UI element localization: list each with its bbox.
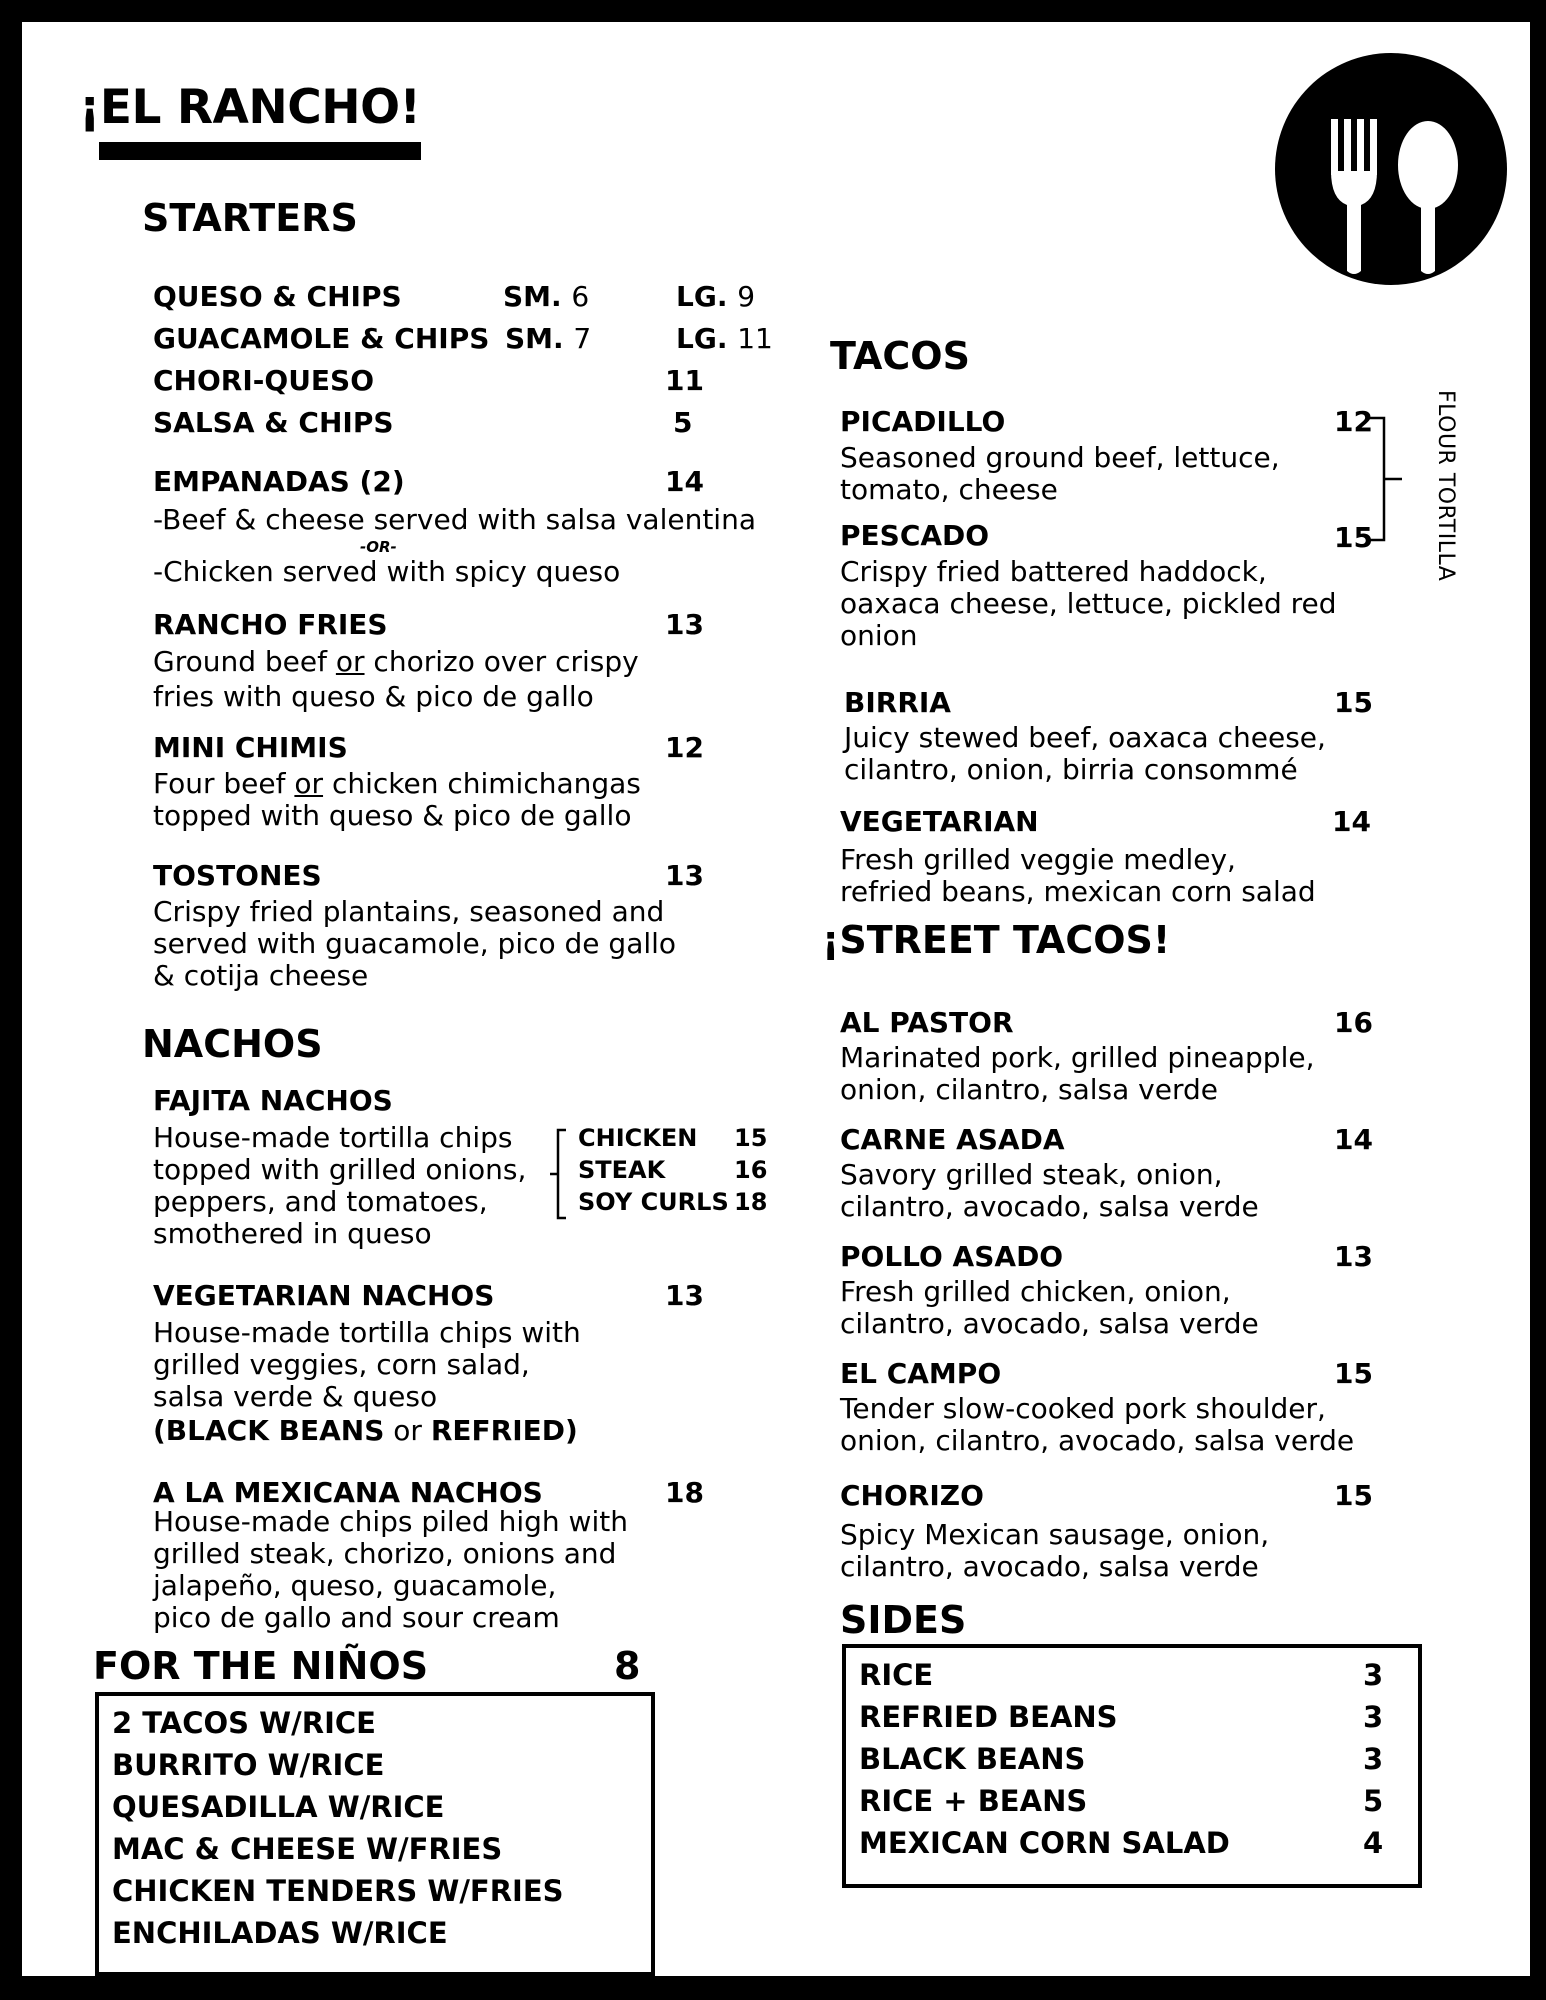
price-value: 6: [571, 280, 590, 313]
guac-sm-price: [505, 322, 591, 355]
side-item-name: BLACK BEANS: [859, 1742, 1086, 1776]
mini-chimis-name: MINI CHIMIS: [153, 731, 348, 764]
el-campo-desc-line2: onion, cilantro, avocado, salsa verde: [840, 1424, 1355, 1457]
el-campo-desc-line1: Tender slow-cooked pork shoulder,: [840, 1392, 1326, 1425]
pollo-asado-price: 13: [1334, 1240, 1373, 1273]
ninos-item: ENCHILADAS W/RICE: [112, 1916, 448, 1950]
street-tacos-heading: ¡STREET TACOS!: [822, 918, 1171, 962]
guac-lg-price: [676, 322, 773, 355]
nachos-heading: NACHOS: [142, 1022, 323, 1066]
side-item-price: 3: [1363, 1742, 1384, 1776]
sides-box: [842, 1644, 1422, 1888]
sides-heading: SIDES: [840, 1598, 967, 1642]
vegetarian-nachos-desc-line1: House-made tortilla chips with: [153, 1316, 581, 1349]
salsa-chips-name: SALSA & CHIPS: [153, 406, 394, 439]
chori-queso-price: 11: [665, 364, 704, 397]
size-label-sm: SM.: [505, 322, 564, 355]
carne-asada-desc-line1: Savory grilled steak, onion,: [840, 1158, 1223, 1191]
price-value: 11: [737, 322, 773, 355]
empanadas-or: -OR-: [360, 538, 397, 556]
pescado-desc-line3: onion: [840, 619, 918, 652]
starters-heading: STARTERS: [142, 196, 358, 240]
el-campo-price: 15: [1334, 1357, 1373, 1390]
tacos-heading: TACOS: [830, 334, 970, 378]
side-item-name: REFRIED BEANS: [859, 1700, 1118, 1734]
birria-price: 15: [1334, 686, 1373, 719]
size-label-sm: SM.: [503, 280, 562, 313]
chorizo-name: CHORIZO: [840, 1479, 984, 1512]
vegetarian-taco-price: 14: [1332, 805, 1371, 838]
vegetarian-taco-desc-line2: refried beans, mexican corn salad: [840, 875, 1316, 908]
ninos-item: CHICKEN TENDERS W/FRIES: [112, 1874, 564, 1908]
al-pastor-name: AL PASTOR: [840, 1006, 1014, 1039]
ninos-box: [95, 1692, 655, 1976]
side-item-name: RICE + BEANS: [859, 1784, 1088, 1818]
side-item-price: 3: [1363, 1658, 1384, 1692]
fork-and-spoon-icon: [1275, 53, 1507, 285]
picadillo-desc-line1: Seasoned ground beef, lettuce,: [840, 441, 1280, 474]
tostones-desc-line1: Crispy fried plantains, seasoned and: [153, 895, 665, 928]
picadillo-desc-line2: tomato, cheese: [840, 473, 1058, 506]
size-label-lg: LG.: [676, 280, 728, 313]
queso-sm-price: [503, 280, 589, 313]
fajita-nachos-name: FAJITA NACHOS: [153, 1084, 393, 1117]
ninos-heading: FOR THE NIÑOS: [93, 1644, 429, 1688]
ninos-item: BURRITO W/RICE: [112, 1748, 385, 1782]
side-item-name: MEXICAN CORN SALAD: [859, 1826, 1230, 1860]
side-item-name: RICE: [859, 1658, 934, 1692]
ninos-price: 8: [614, 1644, 641, 1688]
flour-tortilla-label: FLOUR TORTILLA: [1433, 390, 1458, 582]
mini-chimis-desc-line2: topped with queso & pico de gallo: [153, 799, 632, 832]
rancho-fries-desc-line2: fries with queso & pico de gallo: [153, 680, 594, 713]
mexicana-nachos-desc-line3: jalapeño, queso, guacamole,: [153, 1569, 557, 1602]
fajita-option-chicken-name: CHICKEN: [578, 1124, 698, 1152]
rancho-fries-price: 13: [665, 608, 704, 641]
rancho-fries-name: RANCHO FRIES: [153, 608, 388, 641]
mexicana-nachos-desc-line4: pico de gallo and sour cream: [153, 1601, 560, 1634]
picadillo-name: PICADILLO: [840, 405, 1006, 438]
bean-option-black: (BLACK BEANS: [153, 1414, 385, 1447]
fajita-option-chicken-price: 15: [734, 1124, 768, 1152]
al-pastor-desc-line2: onion, cilantro, salsa verde: [840, 1073, 1218, 1106]
carne-asada-price: 14: [1334, 1123, 1373, 1156]
vegetarian-nachos-name: VEGETARIAN NACHOS: [153, 1279, 495, 1312]
el-campo-name: EL CAMPO: [840, 1357, 1002, 1390]
mexicana-nachos-price: 18: [665, 1476, 704, 1509]
desc-text: chicken chimichangas: [323, 767, 641, 800]
side-item-price: 3: [1363, 1700, 1384, 1734]
ninos-item: QUESADILLA W/RICE: [112, 1790, 445, 1824]
fajita-option-soycurls-name: SOY CURLS: [578, 1188, 729, 1216]
chorizo-desc-line1: Spicy Mexican sausage, onion,: [840, 1518, 1270, 1551]
desc-text: Ground beef: [153, 645, 336, 678]
fajita-option-steak-name: STEAK: [578, 1156, 666, 1184]
mexicana-nachos-name: A LA MEXICANA NACHOS: [153, 1476, 543, 1509]
guacamole-chips-name: GUACAMOLE & CHIPS: [153, 322, 490, 355]
empanadas-name: EMPANADAS (2): [153, 465, 405, 498]
carne-asada-desc-line2: cilantro, avocado, salsa verde: [840, 1190, 1259, 1223]
chorizo-desc-line2: cilantro, avocado, salsa verde: [840, 1550, 1259, 1583]
desc-or: or: [335, 645, 365, 678]
price-value: 9: [737, 280, 756, 313]
desc-or: or: [294, 767, 324, 800]
mini-chimis-desc-line1: [153, 768, 641, 800]
empanadas-price: 14: [665, 465, 704, 498]
tostones-desc-line3: & cotija cheese: [153, 959, 369, 992]
tostones-name: TOSTONES: [153, 859, 322, 892]
birria-desc-line2: cilantro, onion, birria consommé: [844, 753, 1298, 786]
vegetarian-taco-name: VEGETARIAN: [840, 805, 1039, 838]
pollo-asado-desc-line2: cilantro, avocado, salsa verde: [840, 1307, 1259, 1340]
pescado-price: 15: [1334, 521, 1373, 554]
fajita-option-soycurls-price: 18: [734, 1188, 768, 1216]
vegetarian-nachos-desc-line4: [153, 1415, 578, 1447]
empanadas-desc-line2: -Chicken served with spicy queso: [153, 555, 621, 588]
vegetarian-nachos-desc-line2: grilled veggies, corn salad,: [153, 1348, 530, 1381]
salsa-chips-price: 5: [673, 406, 693, 439]
al-pastor-desc-line1: Marinated pork, grilled pineapple,: [840, 1041, 1315, 1074]
vegetarian-taco-desc-line1: Fresh grilled veggie medley,: [840, 843, 1236, 876]
fajita-option-steak-price: 16: [734, 1156, 768, 1184]
ninos-item: MAC & CHEESE W/FRIES: [112, 1832, 503, 1866]
side-item-price: 5: [1363, 1784, 1384, 1818]
mexicana-nachos-desc-line1: House-made chips piled high with: [153, 1505, 628, 1538]
carne-asada-name: CARNE ASADA: [840, 1123, 1065, 1156]
empanadas-desc-line1: -Beef & cheese served with salsa valentina: [153, 503, 756, 536]
fajita-nachos-desc-line4: smothered in queso: [153, 1217, 432, 1250]
queso-lg-price: [676, 280, 755, 313]
desc-or: or: [384, 1414, 431, 1447]
menu-page: [22, 22, 1530, 1976]
fajita-options-bracket: [550, 1126, 570, 1224]
chori-queso-name: CHORI-QUESO: [153, 364, 375, 397]
tostones-price: 13: [665, 859, 704, 892]
pescado-desc-line2: oaxaca cheese, lettuce, pickled red: [840, 587, 1337, 620]
pescado-name: PESCADO: [840, 519, 990, 552]
size-label-lg: LG.: [676, 322, 728, 355]
queso-chips-name: QUESO & CHIPS: [153, 280, 402, 313]
vegetarian-nachos-desc-line3: salsa verde & queso: [153, 1380, 438, 1413]
desc-text: Four beef: [153, 767, 295, 800]
birria-name: BIRRIA: [844, 686, 951, 719]
restaurant-title: ¡EL RANCHO!: [79, 80, 421, 135]
al-pastor-price: 16: [1334, 1006, 1373, 1039]
bean-option-refried: REFRIED): [430, 1414, 578, 1447]
fajita-nachos-desc-line3: peppers, and tomatoes,: [153, 1185, 488, 1218]
vegetarian-nachos-price: 13: [665, 1279, 704, 1312]
pollo-asado-desc-line1: Fresh grilled chicken, onion,: [840, 1275, 1231, 1308]
fajita-nachos-desc-line1: House-made tortilla chips: [153, 1121, 513, 1154]
pescado-desc-line1: Crispy fried battered haddock,: [840, 555, 1267, 588]
pollo-asado-name: POLLO ASADO: [840, 1240, 1064, 1273]
mini-chimis-price: 12: [665, 731, 704, 764]
ninos-item: 2 TACOS W/RICE: [112, 1706, 376, 1740]
chorizo-price: 15: [1334, 1479, 1373, 1512]
mexicana-nachos-desc-line2: grilled steak, chorizo, onions and: [153, 1537, 617, 1570]
picadillo-price: 12: [1334, 405, 1373, 438]
birria-desc-line1: Juicy stewed beef, oaxaca cheese,: [844, 721, 1326, 754]
tostones-desc-line2: served with guacamole, pico de gallo: [153, 927, 677, 960]
side-item-price: 4: [1363, 1826, 1384, 1860]
rancho-fries-desc-line1: [153, 646, 639, 678]
fajita-nachos-desc-line2: topped with grilled onions,: [153, 1153, 527, 1186]
price-value: 7: [573, 322, 592, 355]
desc-text: chorizo over crispy: [364, 645, 639, 678]
flour-tortilla-bracket: [1366, 412, 1406, 546]
title-underline: [99, 142, 421, 160]
